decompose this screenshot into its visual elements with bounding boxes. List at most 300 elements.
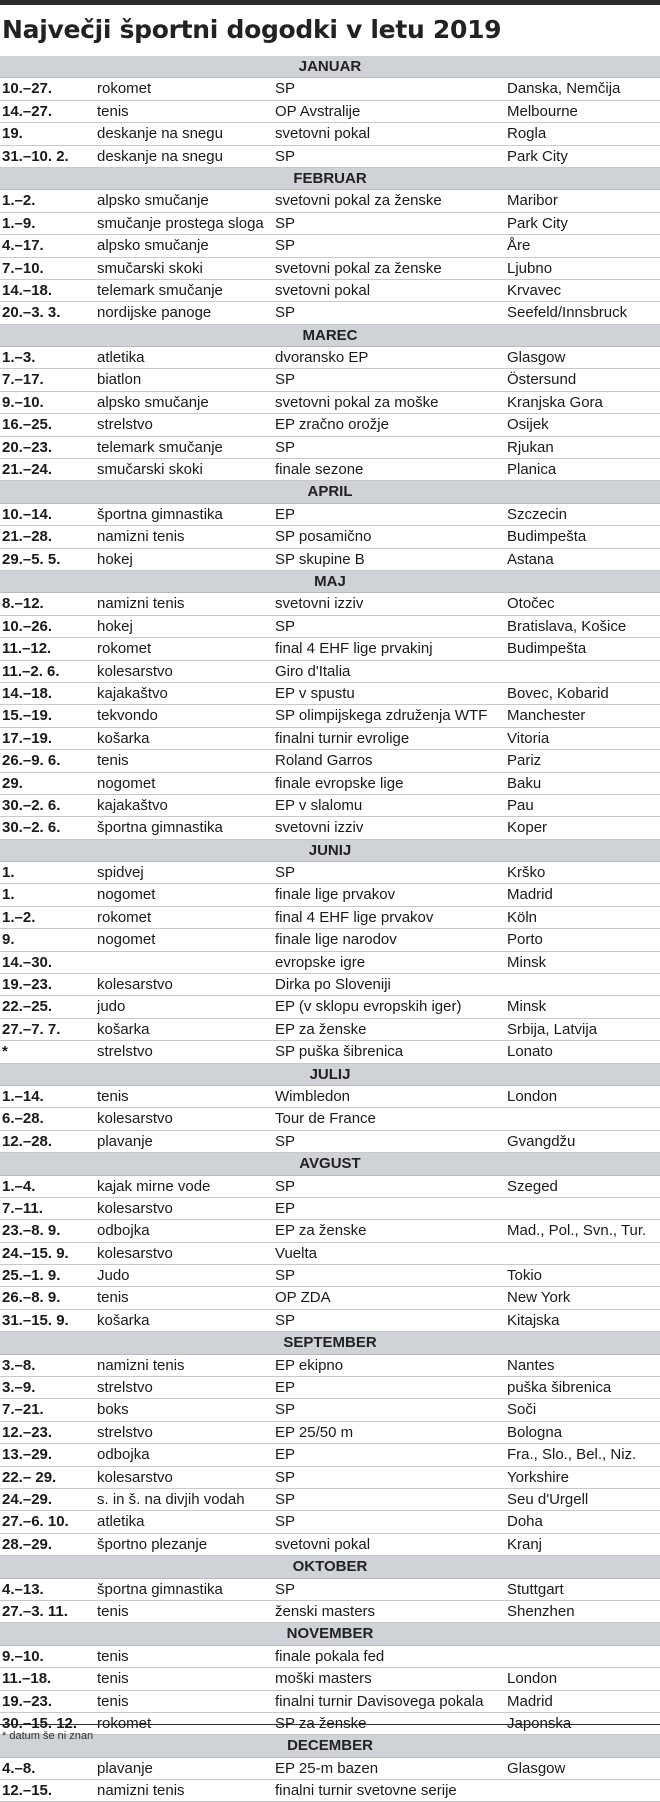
event-location: Pariz bbox=[507, 752, 542, 770]
table-row bbox=[0, 705, 660, 727]
event-location: Kitajska bbox=[507, 1311, 560, 1329]
event-name: ženski masters bbox=[275, 1602, 376, 1620]
event-name: evropske igre bbox=[275, 953, 366, 971]
event-sport: odbojka bbox=[97, 1446, 150, 1464]
event-sport: smučarski skoki bbox=[97, 259, 203, 277]
table-row bbox=[0, 907, 660, 929]
event-location: Japonska bbox=[507, 1714, 572, 1732]
event-sport: plavanje bbox=[97, 1132, 153, 1150]
event-name: Vuelta bbox=[275, 1244, 317, 1262]
event-name: SP bbox=[275, 1580, 296, 1598]
event-location: Mad., Pol., Svn., Tur. bbox=[507, 1222, 647, 1240]
event-date: 1.–4. bbox=[2, 1177, 36, 1195]
table-row bbox=[0, 1086, 660, 1108]
table-row bbox=[0, 437, 660, 459]
table-row bbox=[0, 1758, 660, 1780]
event-location: Baku bbox=[507, 774, 542, 792]
event-sport: tenis bbox=[97, 752, 129, 770]
month-header: OKTOBER bbox=[0, 1556, 660, 1578]
event-date: 27.–3. 11. bbox=[2, 1602, 68, 1620]
event-date: 9.–10. bbox=[2, 1647, 44, 1665]
event-name: Giro d'Italia bbox=[275, 662, 351, 680]
event-name: Roland Garros bbox=[275, 752, 373, 770]
table-row bbox=[0, 190, 660, 212]
event-name: SP skupine B bbox=[275, 550, 365, 568]
event-sport: Judo bbox=[97, 1267, 130, 1285]
event-sport: tenis bbox=[97, 1647, 129, 1665]
event-date: 29. bbox=[2, 774, 23, 792]
event-location: Park City bbox=[507, 214, 568, 232]
event-name: SP bbox=[275, 1132, 296, 1150]
event-sport: kolesarstvo bbox=[97, 1468, 173, 1486]
event-name: EP ekipno bbox=[275, 1356, 344, 1374]
event-location: Porto bbox=[507, 931, 543, 949]
event-sport: s. in š. na divjih vodah bbox=[97, 1491, 245, 1508]
event-sport: tenis bbox=[97, 1289, 129, 1307]
event-name: finalni turnir Davisovega pokala bbox=[275, 1692, 484, 1710]
event-sport: spidvej bbox=[97, 864, 144, 882]
event-name: SP puška šibrenica bbox=[275, 1043, 404, 1061]
month-header: JUNIJ bbox=[0, 840, 660, 862]
event-name: EP bbox=[275, 1199, 296, 1217]
month-header: FEBRUAR bbox=[0, 168, 660, 190]
month-header: MAJ bbox=[0, 571, 660, 593]
table-row bbox=[0, 1668, 660, 1690]
event-location: London bbox=[507, 1087, 558, 1105]
event-date: 7.–17. bbox=[2, 371, 44, 389]
event-location: Szeged bbox=[507, 1177, 558, 1195]
event-location: puška šibrenica bbox=[507, 1379, 612, 1397]
event-date: 11.–12. bbox=[2, 640, 52, 658]
event-sport: deskanje na snegu bbox=[97, 147, 223, 165]
event-sport: kajakaštvo bbox=[97, 796, 168, 814]
table-row bbox=[0, 1265, 660, 1287]
table-row bbox=[0, 369, 660, 391]
month-header: JULIJ bbox=[0, 1064, 660, 1086]
table-row bbox=[0, 1422, 660, 1444]
event-name: SP bbox=[275, 1401, 296, 1419]
event-sport: košarka bbox=[97, 729, 150, 747]
event-sport: atletika bbox=[97, 1513, 145, 1531]
event-location: Ljubno bbox=[507, 259, 553, 277]
event-name: EP bbox=[275, 1379, 296, 1397]
event-location: Seu d'Urgell bbox=[507, 1491, 589, 1508]
event-name: EP bbox=[275, 505, 296, 523]
event-sport: kolesarstvo bbox=[97, 1199, 173, 1217]
event-location: Bologna bbox=[507, 1423, 563, 1441]
event-sport: biatlon bbox=[97, 371, 142, 389]
event-date: 11.–2. 6. bbox=[2, 662, 60, 680]
event-date: 3.–8. bbox=[2, 1356, 36, 1374]
event-sport: tenis bbox=[97, 1670, 129, 1688]
table-row bbox=[0, 996, 660, 1018]
event-date: 1. bbox=[2, 864, 15, 882]
event-location: Soči bbox=[507, 1401, 537, 1419]
event-location: Kranjska Gora bbox=[507, 393, 603, 411]
event-sport: športna gimnastika bbox=[97, 1580, 223, 1598]
event-sport: kolesarstvo bbox=[97, 1244, 173, 1262]
event-date: 30.–2. 6. bbox=[2, 796, 61, 814]
event-date: * bbox=[2, 1043, 8, 1061]
table-row bbox=[0, 1131, 660, 1153]
table-row bbox=[0, 504, 660, 526]
event-date: 21.–28. bbox=[2, 528, 53, 546]
table-row bbox=[0, 1198, 660, 1220]
event-date: 14.–18. bbox=[2, 684, 53, 702]
event-name: SP bbox=[275, 1177, 296, 1195]
event-sport: strelstvo bbox=[97, 416, 153, 434]
table-row bbox=[0, 638, 660, 660]
month-header: JANUAR bbox=[0, 56, 660, 78]
event-sport: nogomet bbox=[97, 774, 156, 792]
event-location: Seefeld/Innsbruck bbox=[507, 304, 628, 322]
table-row bbox=[0, 795, 660, 817]
table-row bbox=[0, 1489, 660, 1511]
event-sport: telemark smučanje bbox=[97, 438, 223, 456]
event-name: svetovni pokal bbox=[275, 1535, 371, 1553]
event-name: EP bbox=[275, 1446, 296, 1464]
event-date: 20.–3. 3. bbox=[2, 304, 61, 322]
month-header: DECEMBER bbox=[0, 1735, 660, 1757]
event-name: SP bbox=[275, 617, 296, 635]
event-name: SP posamično bbox=[275, 528, 372, 546]
event-name: finale lige narodov bbox=[275, 931, 397, 949]
event-location: Pau bbox=[507, 796, 534, 814]
event-name: EP za ženske bbox=[275, 1020, 367, 1038]
table-row bbox=[0, 123, 660, 145]
event-location: Tokio bbox=[507, 1267, 543, 1285]
event-date: 10.–27. bbox=[2, 80, 53, 98]
event-sport: tenis bbox=[97, 102, 129, 120]
event-date: 1.–2. bbox=[2, 192, 36, 210]
table-row bbox=[0, 1534, 660, 1556]
event-date: 30.–2. 6. bbox=[2, 819, 61, 837]
table-row bbox=[0, 1399, 660, 1421]
table-row bbox=[0, 1467, 660, 1489]
table-row bbox=[0, 1691, 660, 1713]
event-date: 14.–27. bbox=[2, 102, 53, 120]
event-location: London bbox=[507, 1670, 558, 1688]
event-name: Dirka po Sloveniji bbox=[275, 976, 391, 994]
event-name: Tour de France bbox=[275, 1110, 376, 1128]
event-location: Danska, Nemčija bbox=[507, 80, 621, 98]
event-name: svetovni pokal za ženske bbox=[275, 192, 442, 210]
event-date: 9.–10. bbox=[2, 393, 44, 411]
table-row bbox=[0, 146, 660, 168]
event-date: 4.–8. bbox=[2, 1759, 36, 1777]
event-sport: tenis bbox=[97, 1087, 129, 1105]
event-name: SP bbox=[275, 1491, 296, 1508]
event-date: 19.–23. bbox=[2, 976, 53, 994]
event-date: 26.–8. 9. bbox=[2, 1289, 61, 1307]
event-date: 9. bbox=[2, 931, 15, 949]
event-name: SP bbox=[275, 147, 296, 165]
event-sport: namizni tenis bbox=[97, 1356, 185, 1374]
event-name: finale lige prvakov bbox=[275, 886, 396, 904]
event-location: Rjukan bbox=[507, 438, 554, 456]
table-row bbox=[0, 1377, 660, 1399]
event-location: Yorkshire bbox=[507, 1468, 569, 1486]
event-name: moški masters bbox=[275, 1670, 372, 1688]
event-date: 12.–23. bbox=[2, 1423, 53, 1441]
event-date: 19.–23. bbox=[2, 1692, 53, 1710]
event-name: EP (v sklopu evropskih iger) bbox=[275, 998, 462, 1016]
event-sport: košarka bbox=[97, 1311, 150, 1329]
event-name: svetovni pokal bbox=[275, 125, 371, 143]
event-name: finale sezone bbox=[275, 461, 364, 479]
month-header: APRIL bbox=[0, 481, 660, 503]
event-sport: smučanje prostega sloga bbox=[97, 214, 264, 232]
table-row bbox=[0, 728, 660, 750]
event-sport: namizni tenis bbox=[97, 595, 185, 613]
event-location: Budimpešta bbox=[507, 640, 587, 658]
event-name: SP bbox=[275, 371, 296, 389]
event-date: 14.–30. bbox=[2, 953, 53, 971]
event-date: 27.–6. 10. bbox=[2, 1513, 69, 1531]
event-date: 25.–1. 9. bbox=[2, 1267, 61, 1285]
event-name: svetovni pokal bbox=[275, 281, 371, 299]
event-sport: nordijske panoge bbox=[97, 304, 212, 322]
event-sport: strelstvo bbox=[97, 1043, 153, 1061]
event-sport: rokomet bbox=[97, 1714, 152, 1732]
event-location: Szczecin bbox=[507, 505, 568, 523]
event-date: 24.–15. 9. bbox=[2, 1244, 69, 1262]
event-sport: kajakaštvo bbox=[97, 684, 168, 702]
event-date: 26.–9. 6. bbox=[2, 752, 61, 770]
event-location: Lonato bbox=[507, 1043, 553, 1061]
event-sport: kolesarstvo bbox=[97, 976, 173, 994]
event-sport: hokej bbox=[97, 550, 133, 568]
event-date: 7.–11. bbox=[2, 1199, 43, 1217]
event-location: Planica bbox=[507, 461, 557, 479]
event-sport: smučarski skoki bbox=[97, 461, 203, 479]
event-sport: kolesarstvo bbox=[97, 662, 173, 680]
table-row bbox=[0, 1041, 660, 1063]
event-name: svetovni pokal za ženske bbox=[275, 259, 442, 277]
event-location: Vitoria bbox=[507, 729, 550, 747]
table-row bbox=[0, 683, 660, 705]
table-row bbox=[0, 929, 660, 951]
table-row bbox=[0, 593, 660, 615]
event-location: New York bbox=[507, 1289, 571, 1307]
event-date: 31.–10. 2. bbox=[2, 147, 69, 165]
event-location: Östersund bbox=[507, 371, 577, 389]
event-sport: judo bbox=[97, 998, 126, 1016]
event-location: Madrid bbox=[507, 1692, 553, 1710]
event-sport: nogomet bbox=[97, 931, 156, 949]
event-name: SP bbox=[275, 1311, 296, 1329]
event-sport: namizni tenis bbox=[97, 528, 185, 546]
event-sport: tekvondo bbox=[97, 707, 158, 725]
event-location: Koper bbox=[507, 819, 548, 837]
table-row bbox=[0, 661, 660, 683]
event-name: finalni turnir evrolige bbox=[275, 729, 410, 747]
table-row bbox=[0, 78, 660, 100]
table-row bbox=[0, 235, 660, 257]
event-location: Manchester bbox=[507, 707, 586, 725]
table-row bbox=[0, 616, 660, 638]
table-row bbox=[0, 1355, 660, 1377]
event-location: Budimpešta bbox=[507, 528, 587, 546]
table-row bbox=[0, 1444, 660, 1466]
event-name: dvoransko EP bbox=[275, 349, 369, 367]
event-name: SP bbox=[275, 1267, 296, 1285]
event-name: finale evropske lige bbox=[275, 774, 404, 792]
event-date: 1. bbox=[2, 886, 15, 904]
month-header: MAREC bbox=[0, 325, 660, 347]
event-location: Kranj bbox=[507, 1535, 543, 1553]
event-name: EP v slalomu bbox=[275, 796, 363, 814]
event-location: Doha bbox=[507, 1513, 543, 1531]
event-date: 24.–29. bbox=[2, 1491, 53, 1508]
event-date: 29.–5. 5. bbox=[2, 550, 61, 568]
event-location: Nantes bbox=[507, 1356, 555, 1374]
event-name: EP v spustu bbox=[275, 684, 355, 702]
event-sport: športno plezanje bbox=[97, 1535, 208, 1553]
event-date: 27.–7. 7. bbox=[2, 1020, 61, 1038]
event-date: 8.–12. bbox=[2, 595, 44, 613]
event-name: svetovni izziv bbox=[275, 595, 364, 613]
event-location: Köln bbox=[507, 908, 538, 926]
event-name: SP bbox=[275, 237, 296, 255]
event-date: 23.–8. 9. bbox=[2, 1222, 61, 1240]
event-date: 16.–25. bbox=[2, 416, 53, 434]
event-location: Rogla bbox=[507, 125, 547, 143]
event-sport: namizni tenis bbox=[97, 1782, 185, 1800]
footnote: * datum še ni znan bbox=[2, 1730, 94, 1742]
event-sport: rokomet bbox=[97, 80, 152, 98]
event-location: Minsk bbox=[507, 998, 547, 1016]
table-row bbox=[0, 1780, 660, 1802]
table-row bbox=[0, 817, 660, 839]
table-row bbox=[0, 1310, 660, 1332]
event-date: 1.–14. bbox=[2, 1087, 44, 1105]
event-date: 17.–19. bbox=[2, 729, 53, 747]
event-sport: rokomet bbox=[97, 908, 152, 926]
event-date: 1.–2. bbox=[2, 908, 36, 926]
table-row bbox=[0, 1511, 660, 1533]
table-row bbox=[0, 101, 660, 123]
event-location: Astana bbox=[507, 550, 554, 568]
event-location: Otočec bbox=[507, 595, 555, 613]
event-location: Glasgow bbox=[507, 1759, 566, 1777]
table-row bbox=[0, 1019, 660, 1041]
event-date: 30.–15. 12. bbox=[2, 1714, 78, 1732]
event-sport: deskanje na snegu bbox=[97, 125, 223, 143]
table-row bbox=[0, 549, 660, 571]
event-name: EP 25/50 m bbox=[275, 1423, 354, 1441]
table-row bbox=[0, 258, 660, 280]
event-location: Bovec, Kobarid bbox=[507, 684, 609, 702]
event-name: SP bbox=[275, 80, 296, 98]
event-sport: alpsko smučanje bbox=[97, 237, 209, 255]
event-sport: plavanje bbox=[97, 1759, 153, 1777]
event-sport: športna gimnastika bbox=[97, 505, 223, 523]
event-sport: tenis bbox=[97, 1692, 129, 1710]
event-sport: hokej bbox=[97, 617, 133, 635]
page-title: Največji športni dogodki v letu 2019 bbox=[2, 15, 502, 44]
event-location: Åre bbox=[507, 237, 531, 255]
event-location: Stuttgart bbox=[507, 1580, 564, 1598]
event-date: 13.–29. bbox=[2, 1446, 53, 1464]
event-date: 7.–21. bbox=[2, 1401, 44, 1419]
event-date: 4.–17. bbox=[2, 237, 44, 255]
event-location: Minsk bbox=[507, 953, 547, 971]
event-sport: strelstvo bbox=[97, 1379, 153, 1397]
event-name: final 4 EHF lige prvakov bbox=[275, 908, 434, 926]
event-sport: košarka bbox=[97, 1020, 150, 1038]
event-location: Park City bbox=[507, 147, 568, 165]
event-date: 3.–9. bbox=[2, 1379, 36, 1397]
event-date: 1.–9. bbox=[2, 214, 36, 232]
event-sport: rokomet bbox=[97, 640, 152, 658]
event-location: Madrid bbox=[507, 886, 553, 904]
table-row bbox=[0, 213, 660, 235]
event-date: 11.–18. bbox=[2, 1670, 52, 1688]
event-date: 10.–14. bbox=[2, 505, 53, 523]
event-sport: telemark smučanje bbox=[97, 281, 223, 299]
event-location: Maribor bbox=[507, 192, 558, 210]
table-row bbox=[0, 1176, 660, 1198]
event-date: 21.–24. bbox=[2, 461, 53, 479]
table-row bbox=[0, 392, 660, 414]
table-row bbox=[0, 1713, 660, 1735]
event-sport: boks bbox=[97, 1401, 129, 1419]
event-sport: alpsko smučanje bbox=[97, 192, 209, 210]
event-name: SP bbox=[275, 438, 296, 456]
table-row bbox=[0, 347, 660, 369]
event-name: SP olimpijskega združenja WTF bbox=[275, 707, 488, 725]
event-name: Wimbledon bbox=[275, 1087, 351, 1105]
table-row bbox=[0, 1601, 660, 1623]
event-name: SP bbox=[275, 864, 296, 882]
event-date: 12.–15. bbox=[2, 1782, 53, 1800]
table-row bbox=[0, 884, 660, 906]
event-sport: odbojka bbox=[97, 1222, 150, 1240]
event-date: 15.–19. bbox=[2, 707, 53, 725]
table-row bbox=[0, 1108, 660, 1130]
event-sport: kolesarstvo bbox=[97, 1110, 173, 1128]
table-row bbox=[0, 280, 660, 302]
table-row bbox=[0, 750, 660, 772]
event-date: 7.–10. bbox=[2, 259, 44, 277]
table-row bbox=[0, 974, 660, 996]
month-header: AVGUST bbox=[0, 1153, 660, 1175]
table-row bbox=[0, 1579, 660, 1601]
event-name: EP za ženske bbox=[275, 1222, 367, 1240]
table-row bbox=[0, 773, 660, 795]
event-location: Krško bbox=[507, 864, 546, 882]
event-name: svetovni pokal za moške bbox=[275, 393, 439, 411]
event-date: 10.–26. bbox=[2, 617, 53, 635]
event-location: Glasgow bbox=[507, 349, 566, 367]
event-name: finalni turnir svetovne serije bbox=[275, 1782, 457, 1800]
event-location: Fra., Slo., Bel., Niz. bbox=[507, 1446, 637, 1464]
month-header: NOVEMBER bbox=[0, 1623, 660, 1645]
event-date: 4.–13. bbox=[2, 1580, 44, 1598]
event-sport: kajak mirne vode bbox=[97, 1177, 211, 1195]
event-name: SP bbox=[275, 1468, 296, 1486]
event-location: Bratislava, Košice bbox=[507, 617, 627, 635]
event-name: OP Avstralije bbox=[275, 102, 361, 120]
event-date: 22.– 29. bbox=[2, 1468, 57, 1486]
table-row bbox=[0, 414, 660, 436]
event-date: 31.–15. 9. bbox=[2, 1311, 69, 1329]
table-row bbox=[0, 862, 660, 884]
event-date: 14.–18. bbox=[2, 281, 53, 299]
event-sport: atletika bbox=[97, 349, 145, 367]
event-sport: nogomet bbox=[97, 886, 156, 904]
